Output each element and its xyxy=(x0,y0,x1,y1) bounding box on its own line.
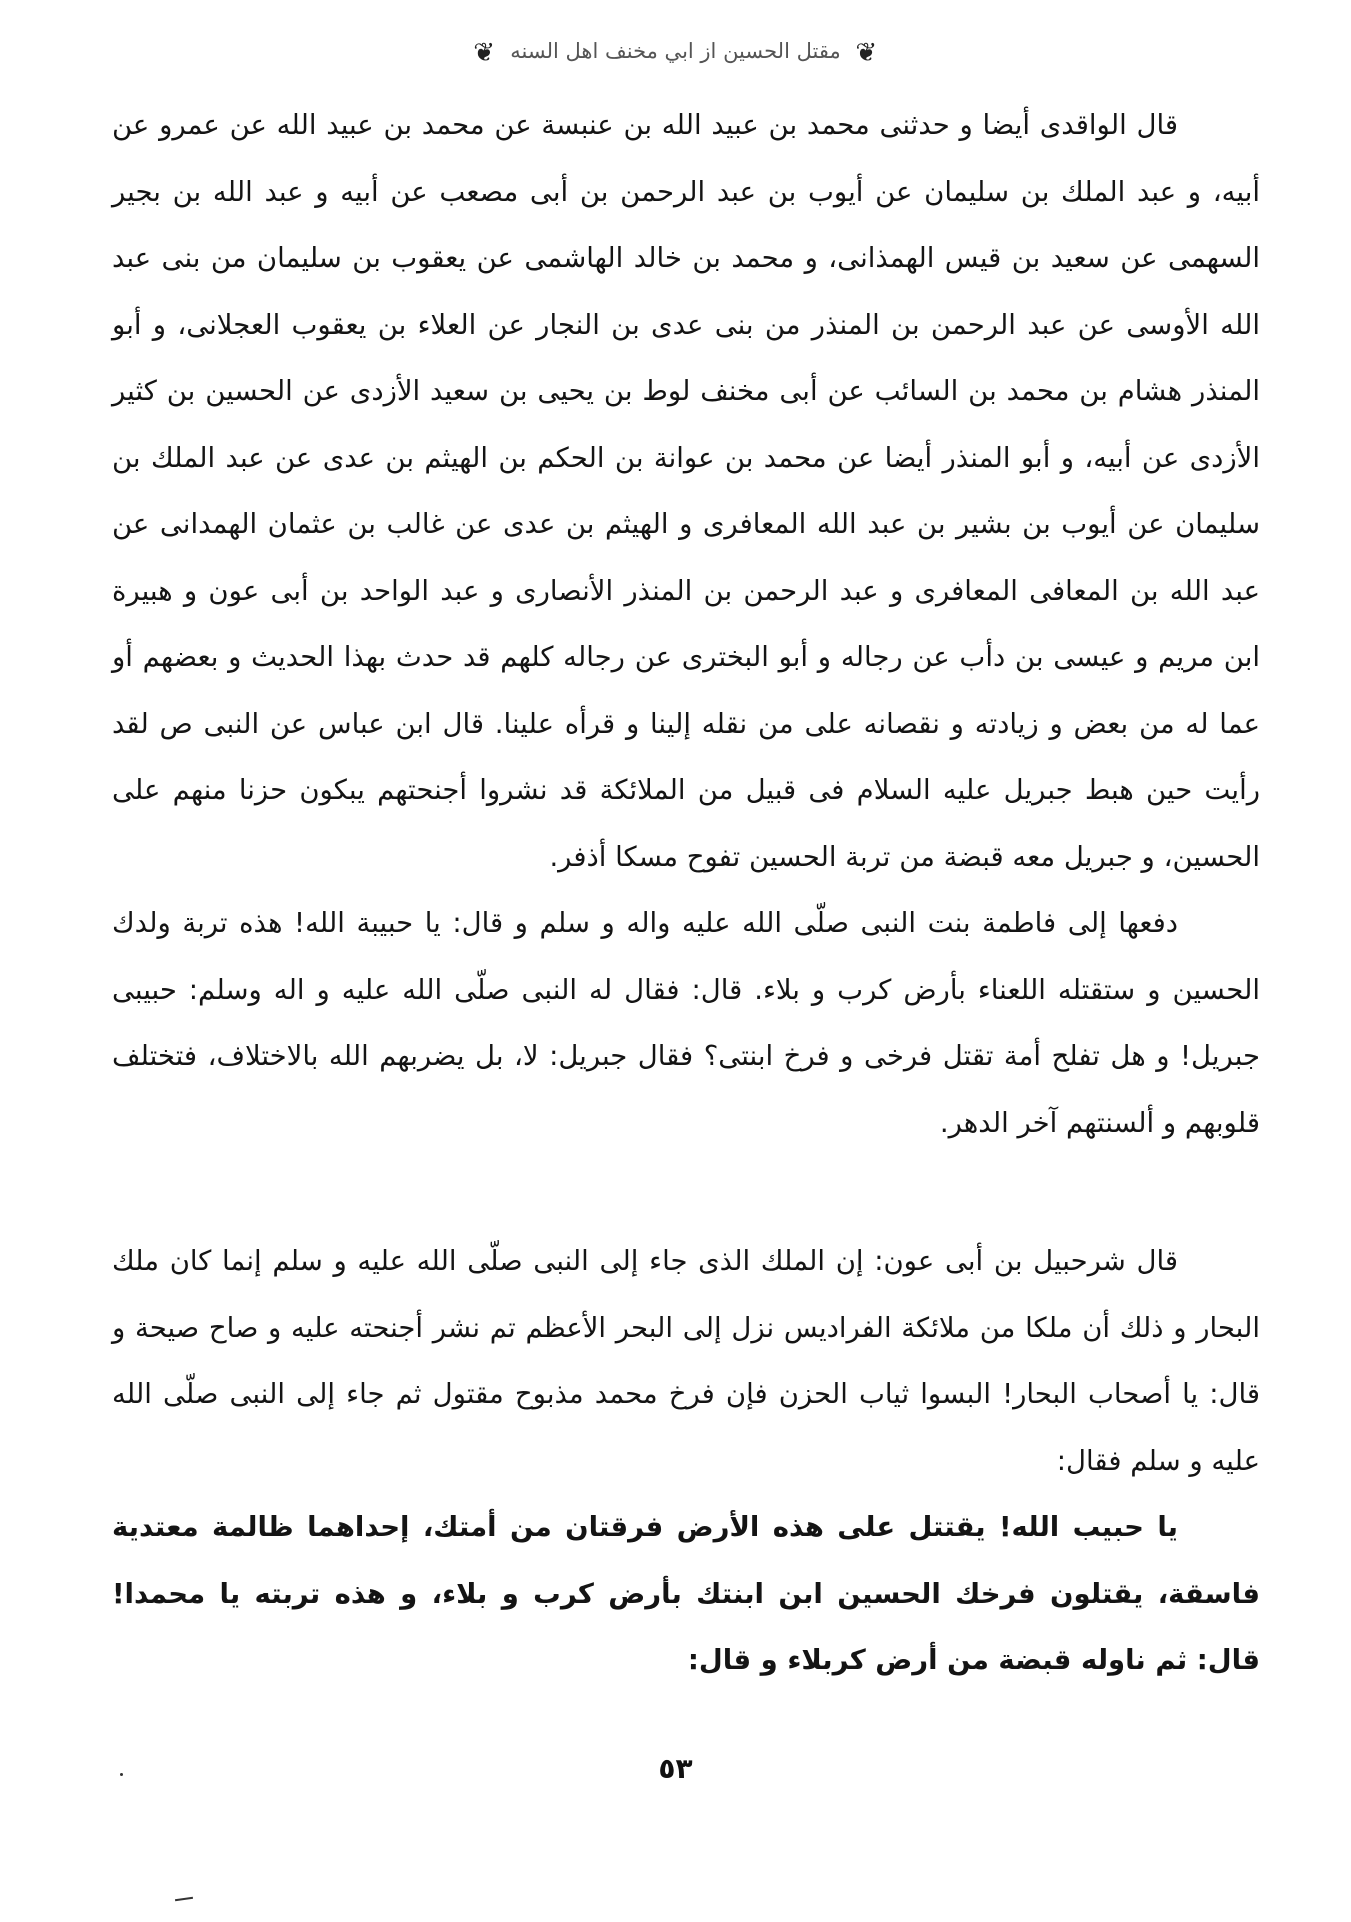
paragraph-1: قال الواقدى أيضا و حدثنى محمد بن عبيد الله بن عنبسة عن محمد بن عبيد الله عن عمرو عن أبيه، و عبد الملك بن سليمان عن أيوب بن عبد الرحمن بن أبى مصعب عن أبيه و عبد الله بن بجير السهمى عن سعيد بن قيس الهمذانى، و محمد بن خالد الهاشمى عن يعقوب بن سليمان من بنى عبد الله الأوسى عن عبد الرحمن بن المنذر من بنى عدى بن النجار عن العلاء بن يعقوب العجلانى، و أبو المنذر هشام بن محمد بن السائب عن أبى مخنف لوط بن يحيى بن سعيد الأزدى عن الحسين بن كثير الأزدى عن أبيه، و أبو المنذر أيضا عن محمد بن عوانة بن الحكم بن الهيثم بن عدى عن عبد الملك بن سليمان عن أيوب بن بشير بن عبد الله المعافرى و الهيثم بن عدى عن غالب بن عثمان الهمدانى عن عبد الله بن المعافى المعافرى و عبد الرحمن بن المنذر الأنصارى و عبد الواحد بن أبى عون و هبيرة ابن مريم و عيسى بن دأب عن رجاله و أبو البخترى عن رجاله كلهم قد حدث بهذا الحديث و بعضهم أو عما له من بعض و زيادته و نقصانه على من نقله إلينا و قرأه علينا. قال ابن عباس عن النبى ص لقد رأيت حين هبط جبريل عليه السلام فى قبيل من الملائكة قد نشروا أجنحتهم يبكون حزنا منهم على الحسين، و جبريل معه قبضة من تربة الحسين تفوح مسكا أذفر. xyxy=(112,109,1260,873)
running-header xyxy=(0,38,1351,68)
paragraph-gap xyxy=(112,1156,1260,1228)
ornament-right-icon: ❦ xyxy=(855,38,878,68)
scan-speck xyxy=(120,1773,123,1776)
page-number: ٥٣ xyxy=(658,1752,693,1785)
running-header-title: مقتل الحسين از ابي مخنف اهل السنه xyxy=(510,39,841,63)
paragraph-4: يا حبيب الله! يقتتل على هذه الأرض فرقتان من أمتك، إحداهما ظالمة معتدية فاسقة، يقتلون فرخك الحسين ابن ابنتك بأرض كرب و بلاء، و هذه تربته يا محمدا! قال: ثم ناوله قبضة من أرض كربلاء و قال: xyxy=(112,1511,1260,1676)
ornament-left-icon: ❦ xyxy=(473,38,496,68)
paragraph-2: دفعها إلى فاطمة بنت النبى صلّى الله عليه واله و سلم و قال: يا حبيبة الله! هذه تربة ولدك الحسين و ستقتله اللعناء بأرض كرب و بلاء. قال: فقال له النبى صلّى الله عليه و اله وسلم: حبيبى جبريل! و هل تفلح أمة تقتل فرخى و فرخ ابنتى؟ فقال جبريل: لا، بل يضربهم الله بالاختلاف، فتختلف قلوبهم و ألسنتهم آخر الدهر. xyxy=(112,907,1260,1139)
scan-speck xyxy=(175,1897,193,1901)
paragraph-3: قال شرحبيل بن أبى عون: إن الملك الذى جاء إلى النبى صلّى الله عليه و سلم إنما كان ملك البحار و ذلك أن ملكا من ملائكة الفراديس نزل إلى البحر الأعظم تم نشر أجنحته عليه و صاح صيحة و قال: يا أصحاب البحار! البسوا ثياب الحزن فإن فرخ محمد مذبوح مقتول ثم جاء إلى النبى صلّى الله عليه و سلم فقال: xyxy=(112,1245,1260,1477)
body-text xyxy=(112,92,1260,1694)
